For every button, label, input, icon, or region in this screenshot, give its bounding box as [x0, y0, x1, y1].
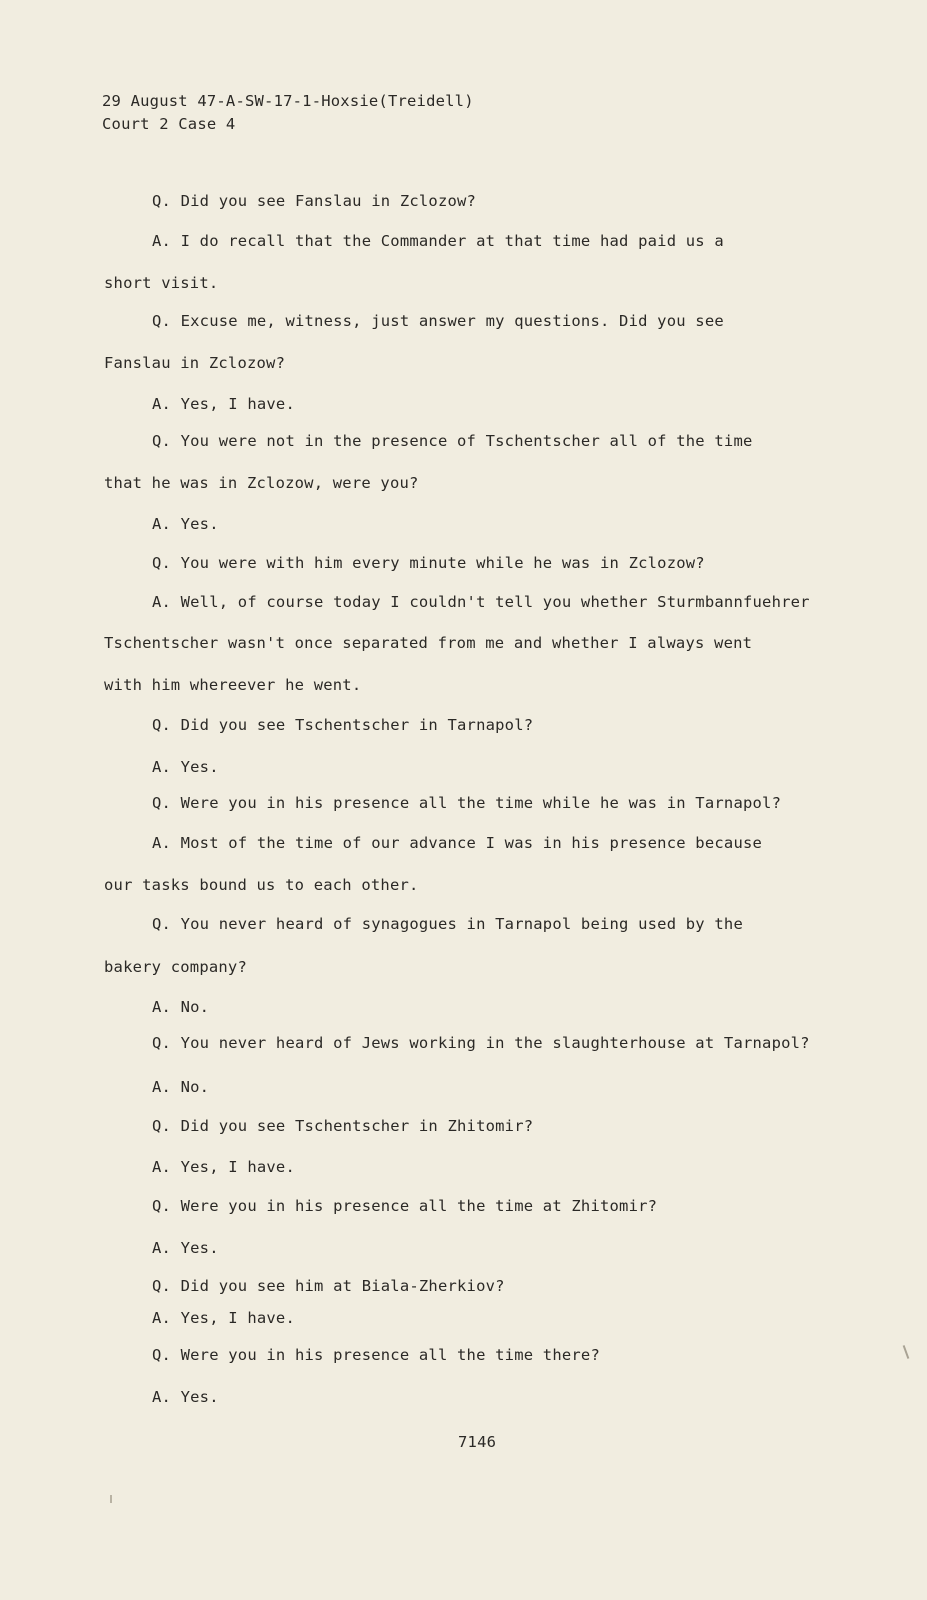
page-number: 7146 [458, 1433, 497, 1451]
transcript-line: A. I do recall that the Commander at that time had paid us a [152, 232, 724, 250]
header-date-reference: 29 August 47-A-SW-17-1-Hoxsie(Treidell) [102, 92, 474, 110]
transcript-line: A. Yes. [152, 515, 219, 533]
transcript-line: A. Yes, I have. [152, 395, 295, 413]
paper-speck [903, 1345, 910, 1359]
transcript-line: A. Well, of course today I couldn't tell you whether Sturmbannfuehrer [152, 593, 810, 611]
transcript-line: Q. Were you in his presence all the time at Zhitomir? [152, 1197, 658, 1215]
transcript-line: A. Yes, I have. [152, 1158, 295, 1176]
transcript-line: bakery company? [104, 958, 247, 976]
header-court-case: Court 2 Case 4 [102, 115, 236, 133]
transcript-line: Fanslau in Zclozow? [104, 354, 286, 372]
transcript-line: Tschentscher wasn't once separated from me and whether I always went [104, 634, 753, 652]
transcript-line: Q. Did you see Tschentscher in Zhitomir? [152, 1117, 534, 1135]
transcript-line: A. No. [152, 998, 210, 1016]
transcript-line: A. Most of the time of our advance I was in his presence because [152, 834, 763, 852]
transcript-line: our tasks bound us to each other. [104, 876, 419, 894]
transcript-line: A. Yes. [152, 1388, 219, 1406]
transcript-line: A. No. [152, 1078, 210, 1096]
transcript-line: Q. You were with him every minute while he was in Zclozow? [152, 554, 705, 572]
paper-speck [110, 1495, 112, 1503]
transcript-line: Q. Were you in his presence all the time while he was in Tarnapol? [152, 794, 782, 812]
transcript-line: short visit. [104, 274, 219, 292]
transcript-line: Q. Did you see Fanslau in Zclozow? [152, 192, 477, 210]
transcript-line: A. Yes. [152, 758, 219, 776]
transcript-line: that he was in Zclozow, were you? [104, 474, 419, 492]
transcript-line: Q. Did you see him at Biala-Zherkiov? [152, 1277, 505, 1295]
transcript-line: Q. You never heard of synagogues in Tarnapol being used by the [152, 915, 743, 933]
transcript-line: Q. Excuse me, witness, just answer my questions. Did you see [152, 312, 724, 330]
transcript-line: with him whereever he went. [104, 676, 362, 694]
transcript-line: Q. Were you in his presence all the time there? [152, 1346, 600, 1364]
transcript-line: A. Yes. [152, 1239, 219, 1257]
transcript-line: Q. You never heard of Jews working in the slaughterhouse at Tarnapol? [152, 1034, 810, 1052]
transcript-line: Q. You were not in the presence of Tschentscher all of the time [152, 432, 753, 450]
transcript-line: Q. Did you see Tschentscher in Tarnapol? [152, 716, 534, 734]
transcript-line: A. Yes, I have. [152, 1309, 295, 1327]
